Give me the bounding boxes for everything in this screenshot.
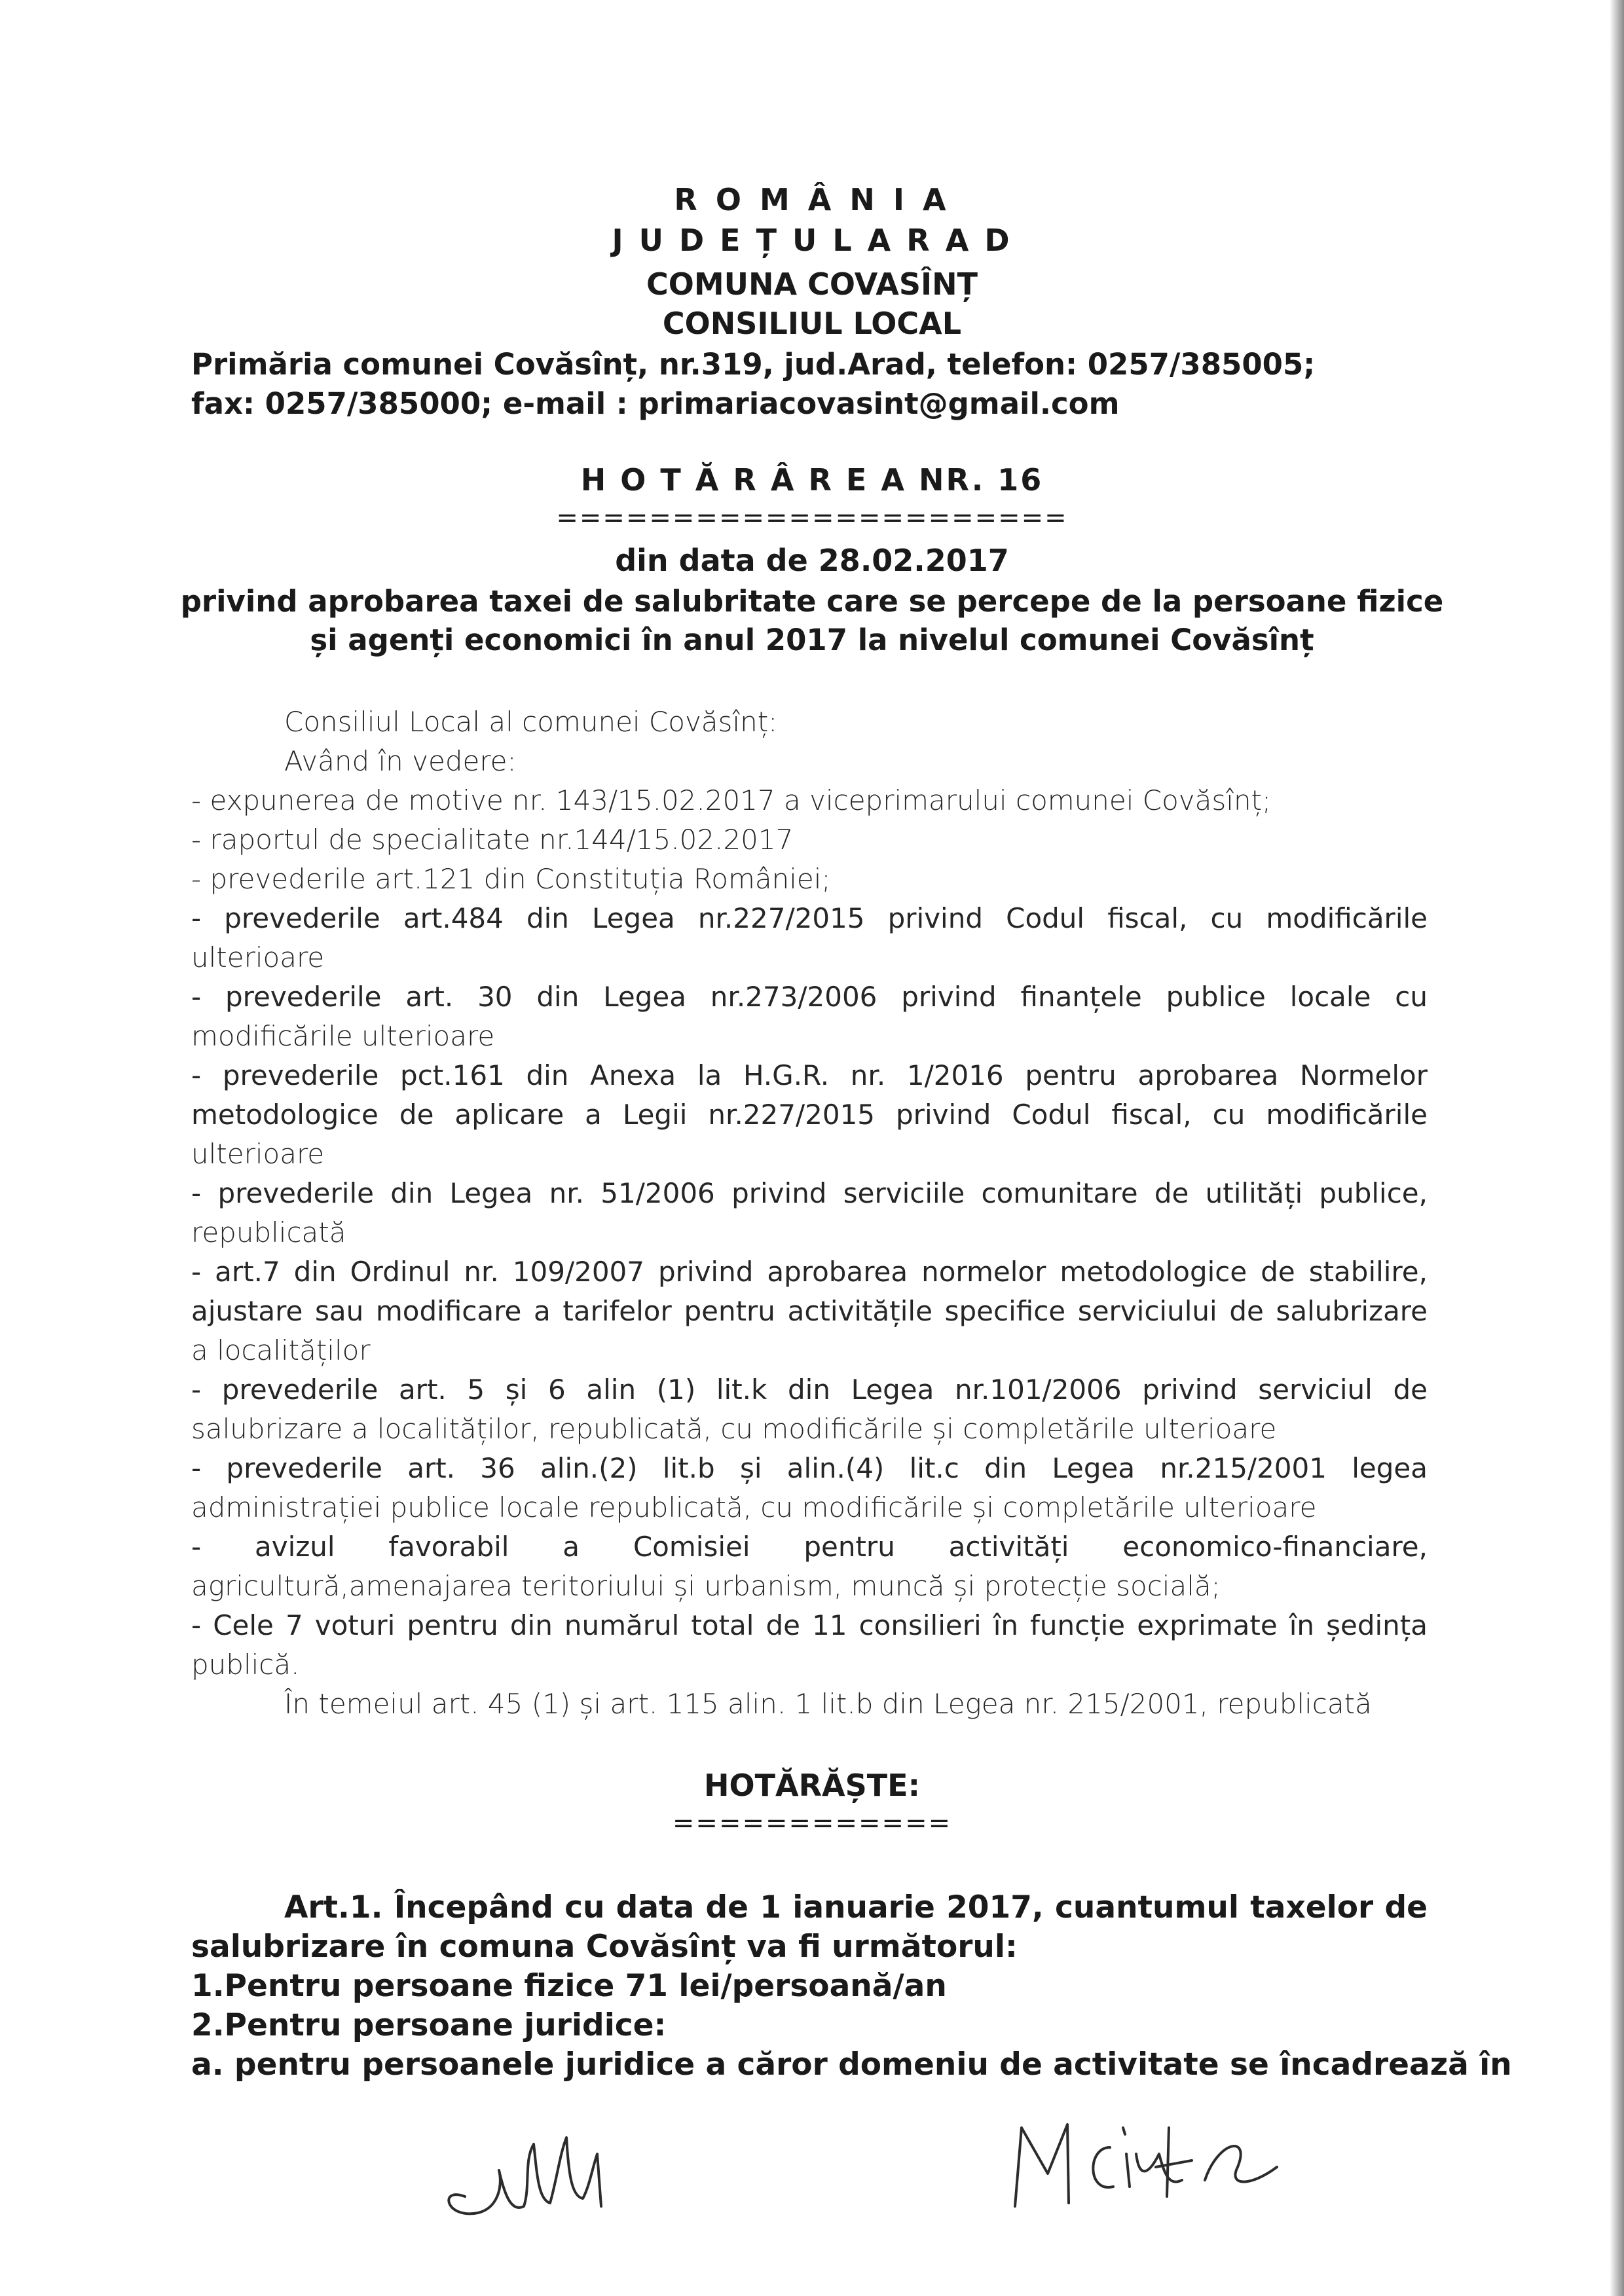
body-line: ajustare sau modificare a tarifelor pentru activitățile specifice serviciului de salubrizare — [191, 1295, 1428, 1327]
article-1-line: 1.Pentru persoane fizice 71 lei/persoană/an — [191, 1968, 947, 2004]
decision-subject-1: privind aprobarea taxei de salubritate care se percepe de la persoane fizice — [180, 584, 1444, 619]
body-line: - raportul de specialitate nr.144/15.02.2017 — [191, 824, 794, 856]
body-line: - prevederile art. 30 din Legea nr.273/2006 privind finanțele publice locale cu — [191, 981, 1428, 1013]
signature-left — [426, 2115, 642, 2239]
body-line: agricultură,amenajarea teritoriului și urbanism, muncă și protecție socială; — [191, 1570, 1221, 1602]
decision-number: H O T Ă R Â R E A NR. 16 — [580, 462, 1044, 498]
legal-basis: În temeiul art. 45 (1) și art. 115 alin. 1 lit.b din Legea nr. 215/2001, republicată — [284, 1688, 1372, 1720]
header-contact: fax: 0257/385000; e-mail : primariacovasint@gmail.com — [191, 386, 1120, 421]
article-1-line: salubrizare în comuna Covăsînț va fi următorul: — [191, 1929, 1018, 1965]
header-address: Primăria comunei Covăsînț, nr.319, jud.Arad, telefon: 0257/385005; — [191, 347, 1316, 382]
article-1-line: 2.Pentru persoane juridice: — [191, 2007, 667, 2043]
decides-rule: ============ — [672, 1808, 952, 1838]
body-line: - prevederile art.121 din Constituția României; — [191, 863, 831, 895]
body-line: ulterioare — [191, 1138, 325, 1170]
body-line: - art.7 din Ordinul nr. 109/2007 privind aprobarea normelor metodologice de stabilire, — [191, 1256, 1428, 1288]
body-line: administrației publice locale republicată, cu modificările și completările ulterioare — [191, 1491, 1317, 1523]
body-line: - prevederile din Legea nr. 51/2006 privind serviciile comunitare de utilități publice, — [191, 1177, 1428, 1209]
header-commune: COMUNA COVASÎNȚ — [646, 266, 978, 302]
body-line: - prevederile pct.161 din Anexa la H.G.R. nr. 1/2016 pentru aprobarea Normelor — [191, 1059, 1428, 1091]
body-line: ulterioare — [191, 941, 325, 974]
body-line: modificările ulterioare — [191, 1020, 495, 1052]
body-line: metodologice de aplicare a Legii nr.227/2015 privind Codul fiscal, cu modificările — [191, 1099, 1428, 1131]
body-line: salubrizare a localităților, republicată, cu modificările și completările ulterioare — [191, 1413, 1277, 1445]
header-county: J U D E Ț U L A R A D — [612, 223, 1012, 258]
body-line: republicată — [191, 1216, 346, 1248]
header-country: R O M Â N I A — [674, 182, 950, 217]
article-1-line: a. pentru persoanele juridice a căror domeniu de activitate se încadrează în — [191, 2047, 1512, 2083]
body-line: - prevederile art.484 din Legea nr.227/2015 privind Codul fiscal, cu modificările — [191, 902, 1428, 934]
body-line: - prevederile art. 5 și 6 alin (1) lit.k din Legea nr.101/2006 privind serviciul de — [191, 1374, 1428, 1406]
decides-heading: HOTĂRĂȘTE: — [704, 1768, 920, 1803]
body-line: - expunerea de motive nr. 143/15.02.2017 a viceprimarului comunei Covăsînț; — [191, 784, 1272, 816]
decision-subject-2: și agenți economici în anul 2017 la nivelul comunei Covăsînț — [310, 623, 1314, 657]
body-line: - avizul favorabil a Comisiei pentru activități economico-financiare, — [191, 1531, 1428, 1563]
title-rule: ====================== — [556, 503, 1068, 533]
scan-edge — [1610, 0, 1624, 2296]
body-line: - prevederile art. 36 alin.(2) lit.b și alin.(4) lit.c din Legea nr.215/2001 legea — [191, 1452, 1428, 1484]
body-line: a localităților — [191, 1334, 371, 1366]
decision-date: din data de 28.02.2017 — [615, 543, 1009, 578]
body-line: - Cele 7 voturi pentru din numărul total de 11 consilieri în funcție exprimate în ședința — [191, 1609, 1428, 1641]
signature-right — [995, 2088, 1297, 2226]
intro-considering: Având în vedere: — [284, 745, 517, 777]
article-1-line: Art.1. Începând cu data de 1 ianuarie 2017, cuantumul taxelor de — [284, 1889, 1428, 1925]
body-line: publică. — [191, 1649, 300, 1681]
header-council: CONSILIUL LOCAL — [662, 306, 962, 341]
intro-council: Consiliul Local al comunei Covăsînț: — [284, 706, 778, 738]
